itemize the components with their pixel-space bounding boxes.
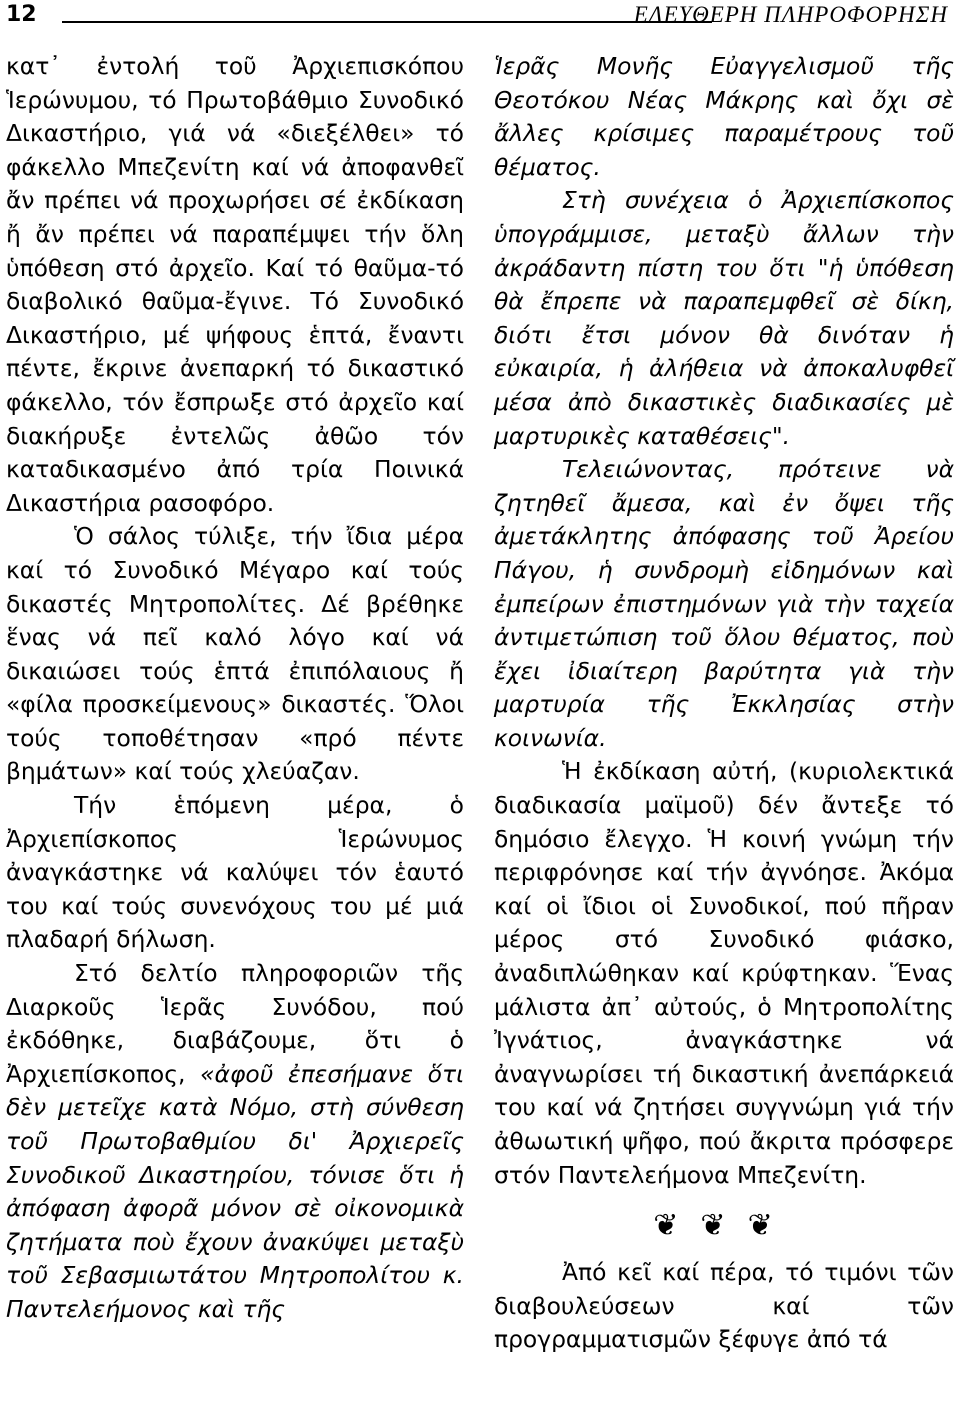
paragraph: Ἀπό κεῖ καί πέρα, τό τιμόνι τῶν διαβουλεύσεων καί τῶν προγραμματισμῶν ξέφυγε ἀπό τά [494,1258,954,1354]
quoted-statement: Ἱερᾶς Μονῆς Εὐαγγελισμοῦ τῆς Θεοτόκου Νέας Μάκρης καὶ ὄχι σὲ ἄλλες κρίσιμες παραμέτρους τοῦ θέματος. [494,52,954,181]
paragraph-text: Στό δελτίο πληροφοριῶν τῆς Διαρκοῦς Ἱερᾶς Συνόδου, πού ἐκδόθηκε, διαβάζουμε, ὅτι ὁ Ἀρχιεπίσκοπος, [6,959,464,1088]
page-number: 12 [6,2,37,27]
quoted-statement: Στὴ συνέχεια ὁ Ἀρχιεπίσκοπος ὑπογράμμισε, μεταξὺ ἄλλων τὴν ἀκράδαντη πίστη του ὅτι "ἡ ὑπόθεση θὰ ἔπρεπε νὰ παραπεμφθεῖ σὲ δίκη, διότι ἔτσι μόνον θὰ δινόταν ἡ εὐκαιρία, ἡ ἀλήθεια νὰ ἀποκαλυφθεῖ μέσα ἀπὸ δικαστικὲς διαδικασίες μὲ μαρτυρικὲς καταθέσεις". [494,186,954,450]
paragraph: Τήν ἑπόμενη μέρα, ὁ Ἀρχιεπίσκοπος Ἱερώνυμος ἀναγκάστηκε νά καλύψει τόν ἑαυτό του καί τούς συνενόχους του μέ μιά πλαδαρή δήλωση. [6,791,464,954]
section-divider [494,1206,954,1246]
publication-title: ΕΛΕΥΘΕΡΗ ΠΛΗΡΟΦΟΡΗΣΗ [633,2,948,27]
header-rule [62,21,712,23]
paragraph: Ὁ σάλος τύλιξε, τήν ἴδια μέρα καί τό Συνοδικό Μέγαρο καί τούς δικαστές Μητροπολίτες. Δέ βρέθηκε ἕνας νά πεῖ καλό λόγο καί νά δικαιώσει τούς ἑπτά ἐπιπόλαιους ἤ «φίλα προσκείμενους» δικαστές. Ὅλοι τούς τοποθέτησαν «πρό πέντε βημάτων» καί τούς χλεύαζαν. [6,522,464,786]
floral-ornament-icon: ❦ [747,1208,795,1244]
paragraph: κατ᾽ ἐντολή τοῦ Ἀρχιεπισκόπου Ἱερώνυμου, τό Πρωτοβάθμιο Συνοδικό Δικαστήριο, γιά νά «διεξέλθει» τό φάκελλο Μπεζενίτη καί νά ἀποφανθεῖ ἄν πρέπει νά προχωρήσει σέ ἐκδίκαση ἤ ἄν πρέπει νά παραπέμψει τήν ὅλη ὑπόθεση στό ἀρχεῖο. Καί τό θαῦμα-τό διαβολικό θαῦμα-ἔγινε. Τό Συνοδικό Δικαστήριο, μέ ψήφους ἑπτά, ἔναντι πέντε, ἔκρινε ἀνεπαρκή τό δικαστικό φάκελλο, τόν ἔσπρωξε στό ἀρχεῖο καί διακήρυξε ἐντελῶς ἀθῶο τόν καταδικασμένο ἀπό τρία Ποινικά Δικαστήρια ρασοφόρο. [6,52,464,517]
floral-ornament-icon: ❦ [700,1208,748,1244]
quoted-statement: «ἀφοῦ ἐπεσήμανε ὅτι δὲν μετεῖχε κατὰ Νόμο, στὴ σύνθεση τοῦ Πρωτοβαθμίου δι' Ἀρχιερεῖς Συνοδικοῦ Δικαστηρίου, τόνισε ὅτι ἡ ἀπόφαση ἀφορᾶ μόνον σὲ οἰκονομικὰ ζητήματα ποὺ ἔχουν ἀνακύψει μεταξὺ τοῦ Σεβασμιωτάτου Μητροπολίτου κ. Παντελεήμονος καὶ τῆς [6,1059,464,1323]
floral-ornament-icon: ❦ [653,1208,701,1244]
page-header [0,0,960,40]
right-column [494,50,954,1357]
paragraph [6,957,464,1327]
quoted-statement: Τελειώνοντας, πρότεινε νὰ ζητηθεῖ ἄμεσα, καὶ ἐν ὄψει τῆς ἀμετάκλητης ἀπόφασης τοῦ Ἀρείου Πάγου, ἡ συνδρομὴ εἰδημόνων καὶ ἐμπείρων ἐπιστημόνων γιὰ τὴν ταχεία ἀντιμετώπιση τοῦ ὅλου θέματος, ποὺ ἔχει ἰδιαίτερη βαρύτητα γιὰ τὴν μαρτυρία τῆς Ἐκκλησίας στὴν κοινωνία. [494,455,954,752]
paragraph: Ἡ ἐκδίκαση αὐτή, (κυριολεκτικά διαδικασία μαϊμοῦ) δέν ἄντεξε τό δημόσιο ἔλεγχο. Ἡ κοινή γνώμη τήν περιφρόνησε καί τήν ἀγνόησε. Ἀκόμα καί οἱ ἴδιοι οἱ Συνοδικοί, πού πῆραν μέρος στό Συνοδικό φιάσκο, ἀναδιπλώθηκαν καί κρύφτηκαν. Ἕνας μάλιστα ἀπ᾽ αὐτούς, ὁ Μητροπολίτης Ἰγνάτιος, ἀναγκάστηκε νά ἀναγνωρίσει τή δικαστική ἀνεπάρκειά του καί νά ζητήσει συγγνώμη γιά τήν ἀθωωτική ψῆφο, πού ἄκριτα πρόσφερε στόν Παντελεήμονα Μπεζενίτη. [494,757,954,1189]
left-column [6,50,464,1327]
